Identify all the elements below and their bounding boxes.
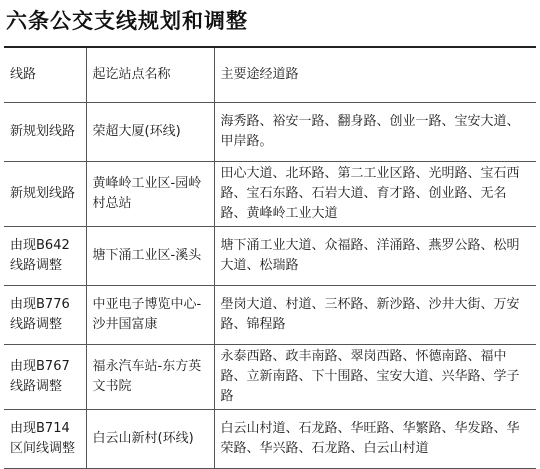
cell-line: 由现B642线路调整 [4,227,86,286]
table-row [4,410,536,469]
cell-roads: 白云山村道、石龙路、华旺路、华繁路、华发路、华荣路、华兴路、石龙路、白云山村道 [214,410,536,469]
cell-roads: 壆岗大道、村道、三杯路、新沙路、沙井大街、万安路、锦程路 [214,286,536,345]
cell-roads: 永泰西路、政丰南路、翠岗西路、怀德南路、福中路、立新南路、下十围路、宝安大道、兴华路、学子路 [214,345,536,410]
table-row [4,162,536,227]
cell-stops: 黄峰岭工业区-园岭村总站 [86,162,214,227]
cell-stops: 荣超大厦(环线) [86,103,214,162]
cell-line: 由现B767线路调整 [4,345,86,410]
cell-stops: 塘下涌工业区-溪头 [86,227,214,286]
cell-line: 由现B714区间线调整 [4,410,86,469]
header-stops: 起讫站点名称 [86,47,214,103]
table-header-row [4,47,536,103]
cell-stops: 中亚电子博览中心-沙井国富康 [86,286,214,345]
cell-line: 由现B776线路调整 [4,286,86,345]
table-row [4,345,536,410]
bus-route-table [4,46,536,469]
header-roads: 主要途经道路 [214,47,536,103]
cell-stops: 福永汽车站-东方英文书院 [86,345,214,410]
table-row [4,103,536,162]
cell-roads: 田心大道、北环路、第二工业区路、光明路、宝石西路、宝石东路、石岩大道、育才路、创业路、无名路、黄峰岭工业大道 [214,162,536,227]
cell-line: 新规划线路 [4,162,86,227]
page-title: 六条公交支线规划和调整 [6,9,248,33]
header-line: 线路 [4,47,86,103]
table-row [4,286,536,345]
table-row [4,227,536,286]
cell-roads: 海秀路、裕安一路、翻身路、创业一路、宝安大道、甲岸路。 [214,103,536,162]
cell-roads: 塘下涌工业大道、众福路、洋涌路、燕罗公路、松明大道、松瑞路 [214,227,536,286]
cell-stops: 白云山新村(环线) [86,410,214,469]
cell-line: 新规划线路 [4,103,86,162]
